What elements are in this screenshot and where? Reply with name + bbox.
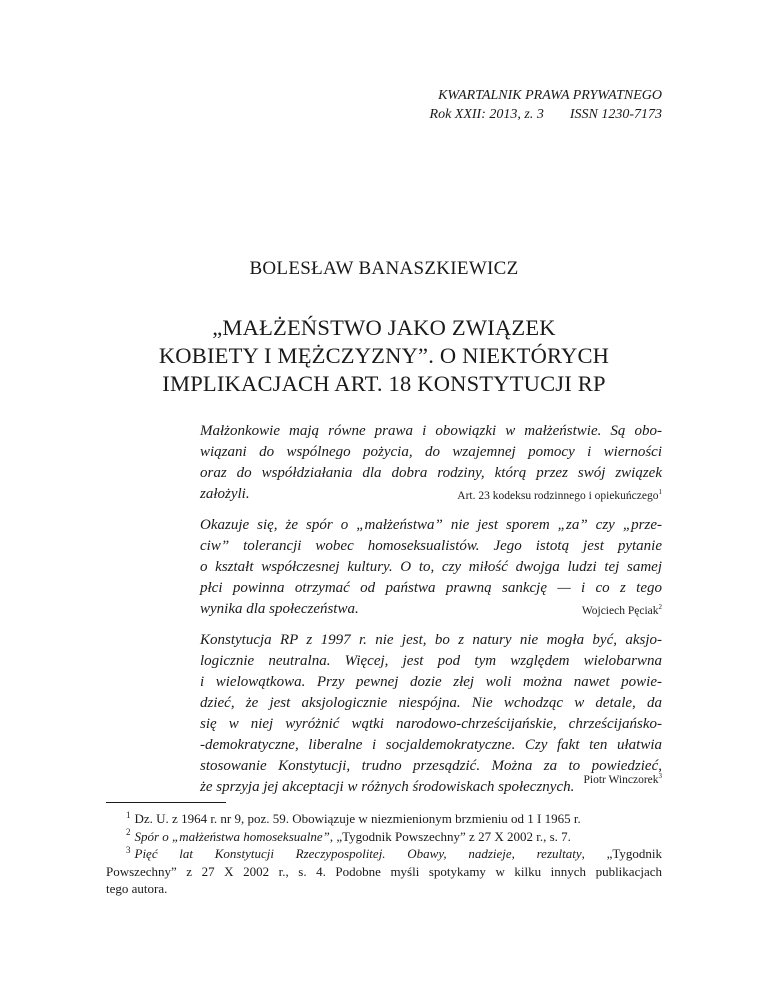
epigraph-line: dzieć, że jest aksjologicznie niespójna. Nie wchodząc w detale, da bbox=[200, 695, 662, 711]
article-title bbox=[90, 314, 678, 398]
epigraph-2-attribution: Wojciech Pęciak$^2$ bbox=[581, 603, 662, 617]
footnote-title: Pięć lat Konstytucji Rzeczypospolitej. Obawy, nadzieje, rezultaty bbox=[134, 846, 582, 861]
title-line: KOBIETY I MĘŻCZYZNY”. O NIEKTÓRYCH bbox=[158, 343, 610, 368]
journal-header bbox=[380, 86, 662, 124]
footnote-ref[interactable]: 2 bbox=[658, 603, 662, 612]
footnotes bbox=[106, 810, 662, 898]
epigraph-line: oraz do współdziałania dla dobra rodziny, którą przez swój związek bbox=[200, 465, 662, 481]
footnote-ref[interactable]: 1 bbox=[658, 488, 662, 497]
footnote-number: 2 bbox=[126, 827, 131, 838]
journal-issue-row bbox=[380, 105, 662, 124]
epigraph-3-attribution: Piotr Winczorek$^3$ bbox=[583, 772, 662, 786]
epigraph-line: -demokratyczne, liberalne i socjaldemokratyczne. Czy fakt ten ułatwia bbox=[200, 737, 662, 753]
footnote-3 bbox=[106, 845, 662, 898]
journal-issue: Rok XXII: 2013, z. 3 bbox=[429, 107, 544, 122]
epigraph-line: założyli. bbox=[200, 486, 250, 502]
title-line: IMPLIKACJACH ART. 18 KONSTYTUCJI RP bbox=[162, 371, 606, 396]
epigraph-line: się w niej wyróżnić wątki narodowo-chrześcijańskie, chrześcijańsko- bbox=[200, 716, 662, 732]
epigraph-1-attribution: Art. 23 kodeksu rodzinnego i opiekuńczego$^1$ bbox=[457, 488, 662, 502]
footnote-text: , „Tygodnik bbox=[581, 846, 662, 861]
epigraph-line: Małżonkowie mają równe prawa i obowiązki w małżeństwie. Są obo- bbox=[200, 423, 662, 439]
footnote-1 bbox=[106, 810, 662, 828]
epigraph-line: stosowanie Konstytucji, trudno przesądzić. Można za to powiedzieć, bbox=[200, 758, 662, 774]
epigraph-line: Okazuje się, że spór o „małżeństwa” nie jest sporem „za” czy „prze- bbox=[200, 517, 662, 533]
footnote-title: Spór o „małżeństwa homoseksualne” bbox=[134, 828, 330, 844]
journal-name: KWARTALNIK PRAWA PRYWATNEGO bbox=[438, 88, 662, 103]
footnote-number: 3 bbox=[126, 844, 131, 855]
epigraph-line: o kształt współczesnej kultury. O to, czy miłość dwojga ludzi tej samej bbox=[200, 559, 662, 575]
footnote-text: Powszechny” z 27 X 2002 r., s. 4. Podobne myśli spotykamy w kilku innych publikacjach bbox=[106, 863, 662, 879]
epigraph-line: Konstytucja RP z 1997 r. nie jest, bo z natury nie mogła być, aksjo- bbox=[200, 632, 662, 648]
epigraph-line: płci powinna otrzymać od państwa prawną sankcję — i co z tego bbox=[200, 580, 662, 596]
epigraph-line: że sprzyja jej akceptacji w różnych środowiskach społecznych. bbox=[200, 779, 575, 795]
title-line: „MAŁŻEŃSTWO JAKO ZWIĄZEK bbox=[212, 315, 556, 340]
journal-issn: ISSN 1230-7173 bbox=[569, 107, 662, 122]
footnote-2 bbox=[106, 828, 662, 846]
epigraph-line: wynika dla społeczeństwa. bbox=[200, 601, 359, 617]
epigraph-line: ciw” tolerancji wobec homoseksualistów. Jego istotą jest pytanie bbox=[200, 538, 662, 554]
footnote-text: , „Tygodnik Powszechny” z 27 X 2002 r., s. 7. bbox=[329, 828, 571, 844]
footnote-text: Dz. U. z 1964 r. nr 9, poz. 59. Obowiązuje w niezmienionym brzmieniu od 1 I 1965 r. bbox=[134, 811, 581, 826]
footnote-separator bbox=[106, 802, 226, 803]
epigraph-3 bbox=[200, 630, 662, 798]
footnote-number: 1 bbox=[126, 809, 131, 820]
epigraph-line: logicznie neutralna. Więcej, jest pod tym względem wielobarwna bbox=[200, 653, 662, 669]
author-name: BOLESŁAW BANASZKIEWICZ bbox=[249, 258, 519, 279]
footnote-ref[interactable]: 3 bbox=[658, 772, 662, 781]
epigraph-line: wiązani do wspólnego pożycia, do wzajemnej pomocy i wierności bbox=[200, 444, 662, 460]
footnote-text: tego autora. bbox=[106, 881, 168, 896]
epigraph-line: i wielowątkowa. Przy pewnej dozie złej woli można nawet powie- bbox=[200, 674, 662, 690]
